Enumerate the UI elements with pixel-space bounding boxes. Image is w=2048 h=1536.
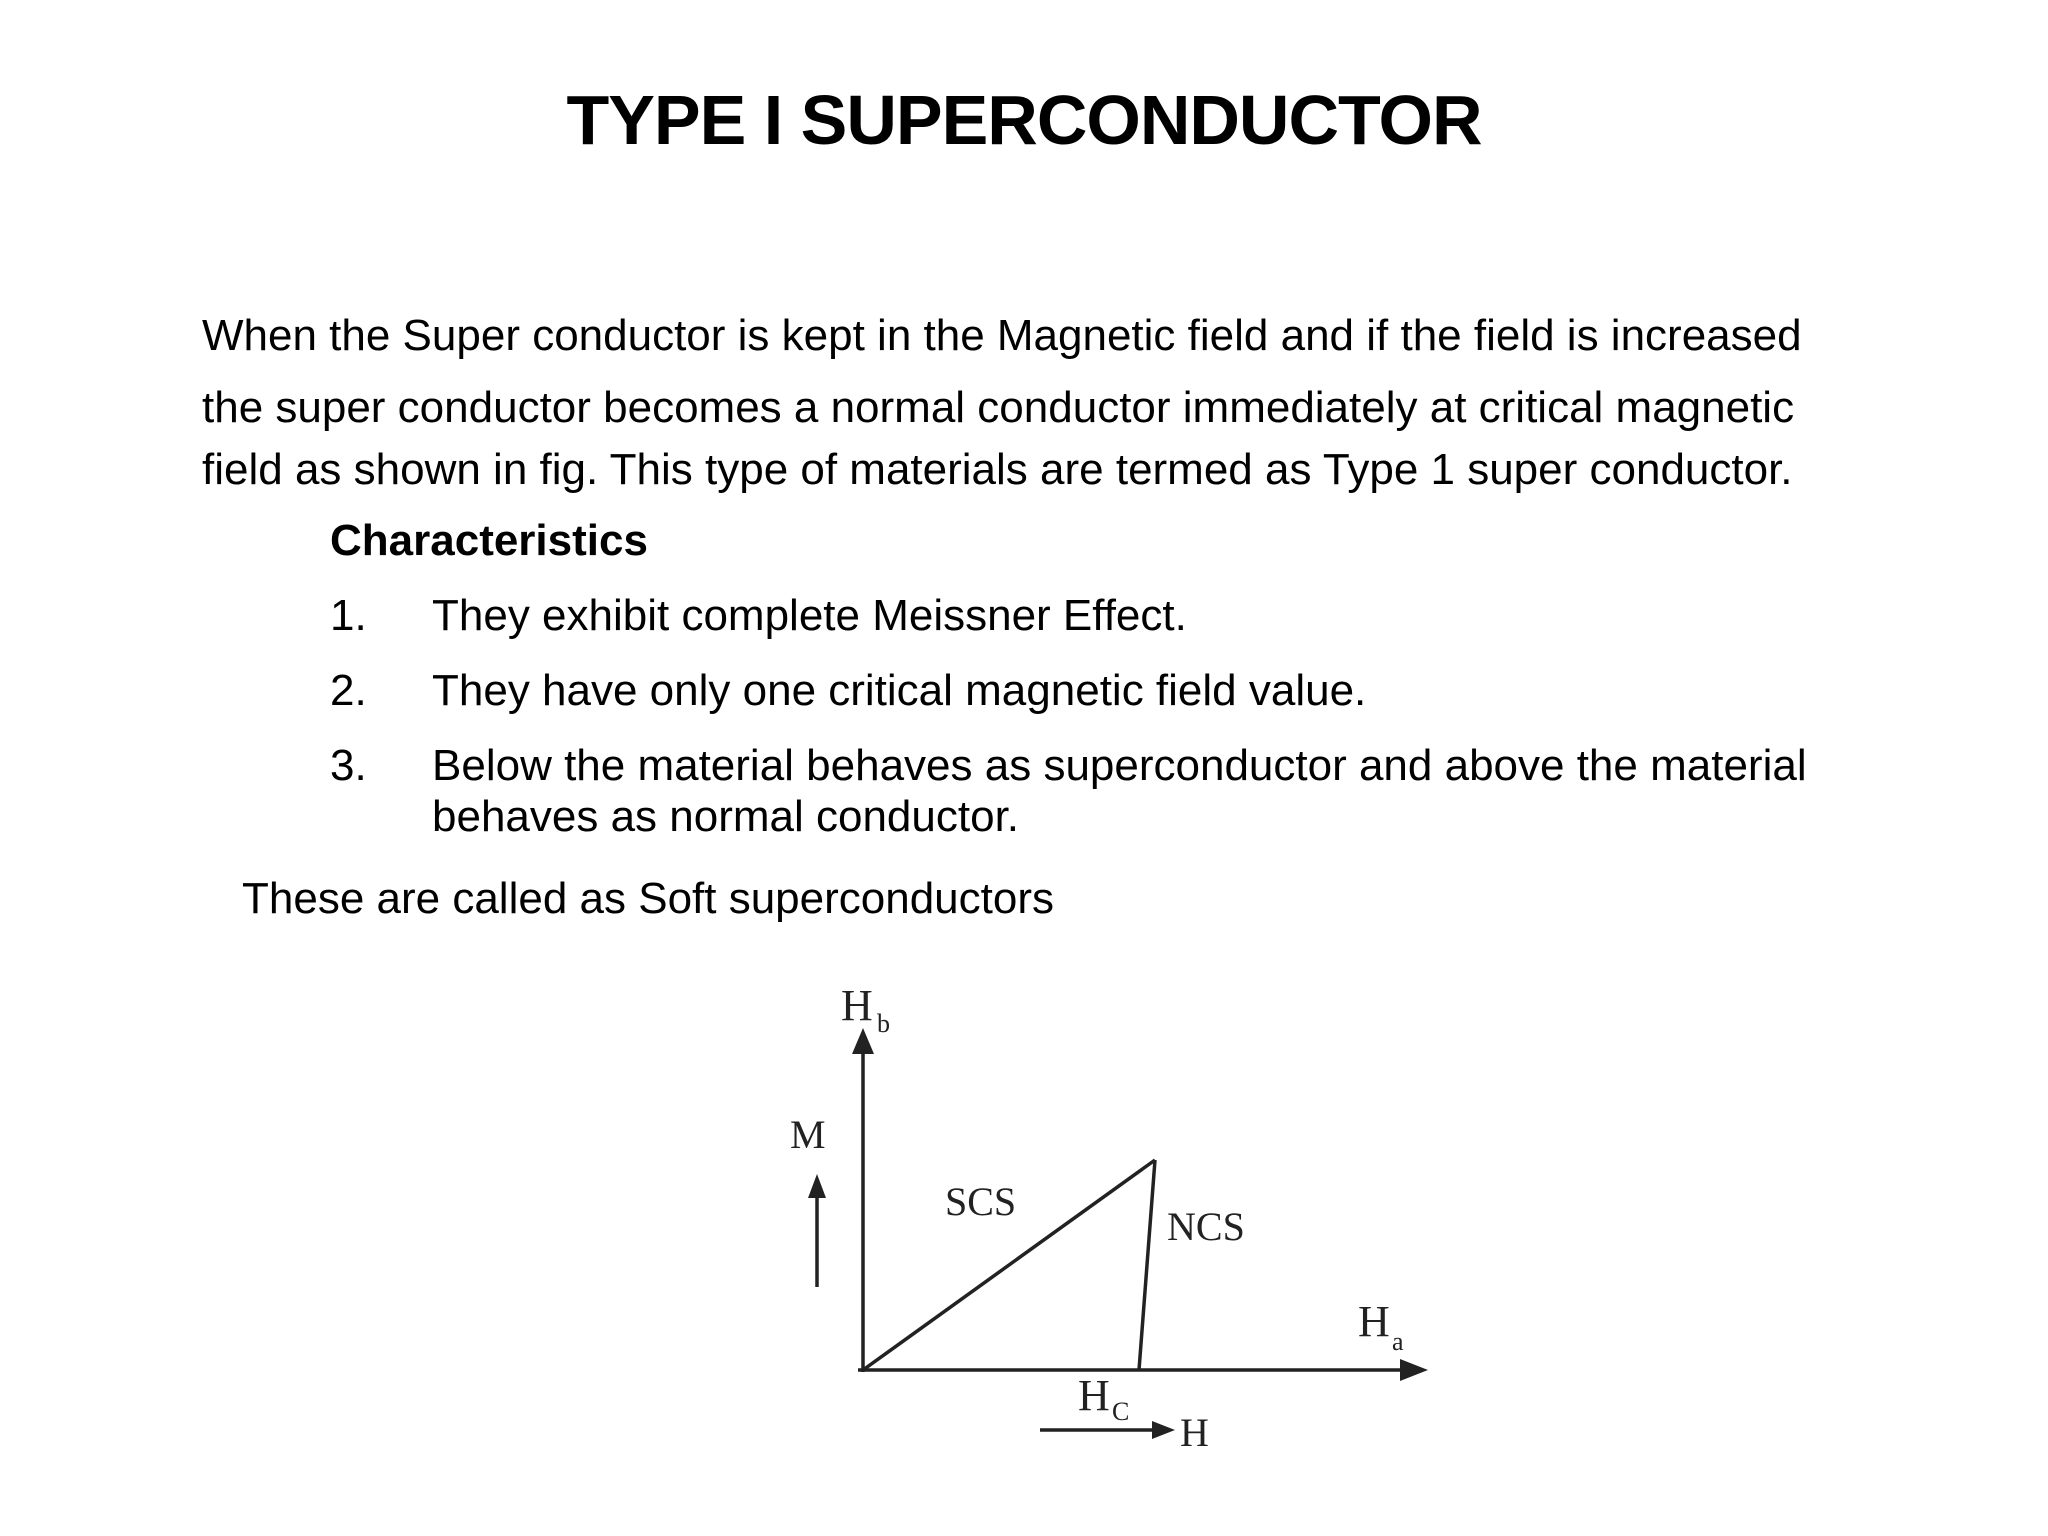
item-number: 3. [330, 741, 367, 790]
item-number: 2. [330, 666, 367, 715]
item-text: Below the material behaves as superconductor and above the material behaves as normal conductor. [432, 741, 1807, 842]
x-axis-arrowhead [1400, 1359, 1428, 1381]
item-number: 1. [330, 591, 367, 640]
intro-line-1: When the Super conductor is kept in the Magnetic field and if the field is increased [202, 311, 1802, 360]
item-text: They exhibit complete Meissner Effect. [432, 591, 1187, 640]
slide-title: TYPE I SUPERCONDUCTOR [566, 81, 1482, 159]
x-axis-label: H [1358, 1297, 1390, 1346]
m-label: M [790, 1112, 826, 1157]
ncs-drop-line [1139, 1160, 1155, 1370]
hc-label: H [1078, 1371, 1110, 1420]
h-label: H [1180, 1410, 1209, 1455]
intro-line-2: the super conductor becomes a normal conductor immediately at critical magnetic [202, 383, 1795, 432]
item-text: They have only one critical magnetic field value. [432, 666, 1367, 715]
intro-line-3: field as shown in fig. This type of materials are termed as Type 1 super conductor. [202, 445, 1793, 494]
h-arrow-head [1152, 1421, 1175, 1439]
hc-label-subscript: C [1112, 1397, 1130, 1426]
x-axis-label-subscript: a [1392, 1327, 1404, 1356]
scs-label: SCS [945, 1179, 1017, 1224]
y-axis-label: H [841, 981, 873, 1030]
characteristics-heading: Characteristics [330, 516, 648, 565]
ncs-label: NCS [1167, 1204, 1245, 1249]
y-axis-arrowhead [852, 1028, 874, 1054]
closing-line: These are called as Soft superconductors [242, 874, 1055, 923]
y-axis-label-subscript: b [877, 1009, 890, 1038]
m-arrow-head [808, 1174, 826, 1198]
